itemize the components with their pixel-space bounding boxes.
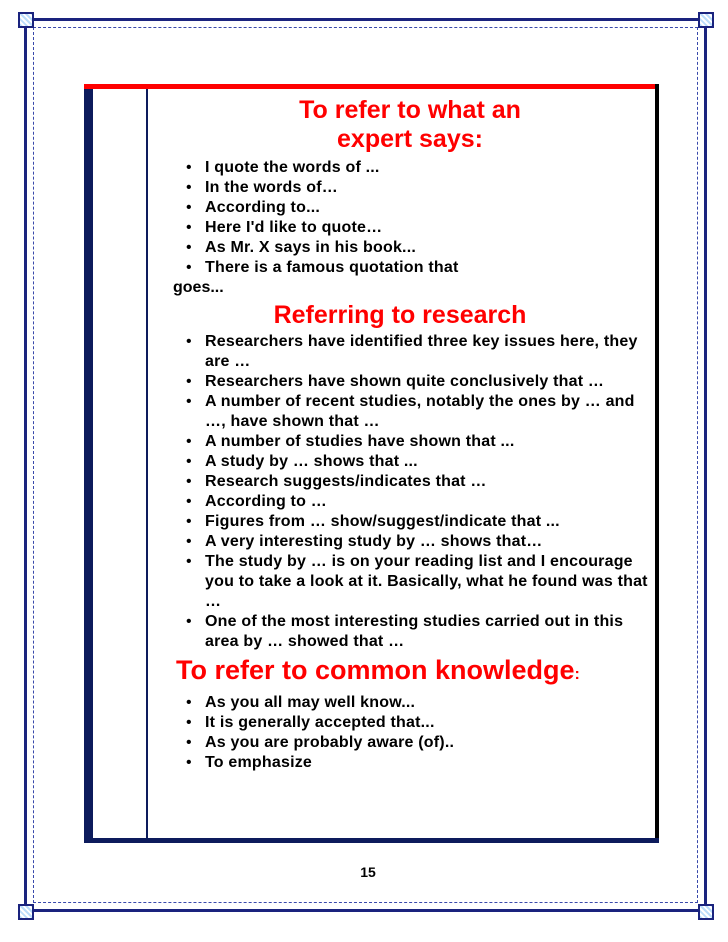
- corner-ornament: [698, 904, 714, 920]
- list-item: • According to …: [186, 493, 327, 510]
- list-item: • A number of recent studies, notably the ones by … and …, have shown that …: [186, 393, 635, 430]
- list-item: • A very interesting study by … shows that…: [186, 533, 543, 550]
- list-item: • Researchers have identified three key issues here, they are …: [186, 333, 638, 370]
- heading-colon: :: [574, 666, 580, 683]
- section-heading-common-knowledge: [176, 654, 660, 691]
- frame-top-rule: [84, 84, 658, 89]
- heading-line: To refer to what an: [299, 96, 521, 124]
- list-item: • A study by … shows that ...: [186, 453, 418, 470]
- list-item: • In the words of…: [186, 179, 338, 196]
- list-item: • Researchers have shown quite conclusively that …: [186, 373, 605, 390]
- heading-text: To refer to common knowledge: [176, 655, 575, 685]
- research-phrases-list: [170, 332, 660, 652]
- list-item: • It is generally accepted that...: [186, 714, 435, 731]
- page-content: [170, 96, 660, 773]
- continuation-text: goes...: [173, 279, 224, 296]
- section-heading-research: Referring to research: [273, 301, 527, 329]
- frame-bottom-rule: [84, 838, 659, 843]
- list-item: • To emphasize: [186, 754, 313, 771]
- expert-phrases-list: [170, 158, 660, 278]
- section-heading-expert: [170, 96, 650, 154]
- page-number: 15: [360, 864, 376, 880]
- list-item: • There is a famous quotation that: [186, 259, 459, 276]
- list-item: • As you all may well know...: [186, 694, 416, 711]
- list-item: • Research suggests/indicates that …: [186, 473, 487, 490]
- common-knowledge-list: [170, 693, 660, 773]
- corner-ornament: [698, 12, 714, 28]
- frame-left-bar: [84, 89, 93, 841]
- corner-ornament: [18, 12, 34, 28]
- list-item: • According to...: [186, 199, 320, 216]
- list-item: • Here I'd like to quote…: [186, 219, 383, 236]
- list-item: • One of the most interesting studies carried out in this area by … showed that …: [186, 613, 624, 650]
- frame-left-column: [93, 89, 148, 841]
- list-item: • A number of studies have shown that ...: [186, 433, 515, 450]
- corner-ornament: [18, 904, 34, 920]
- list-item: • Figures from … show/suggest/indicate that ...: [186, 513, 560, 530]
- list-item: • As Mr. X says in his book...: [186, 239, 416, 256]
- list-item: • As you are probably aware (of)..: [186, 734, 455, 751]
- list-item: • The study by … is on your reading list and I encourage you to take a look at it. Basically, what he found was that …: [186, 553, 648, 610]
- heading-line: expert says:: [337, 125, 483, 153]
- list-item: • I quote the words of ...: [186, 159, 380, 176]
